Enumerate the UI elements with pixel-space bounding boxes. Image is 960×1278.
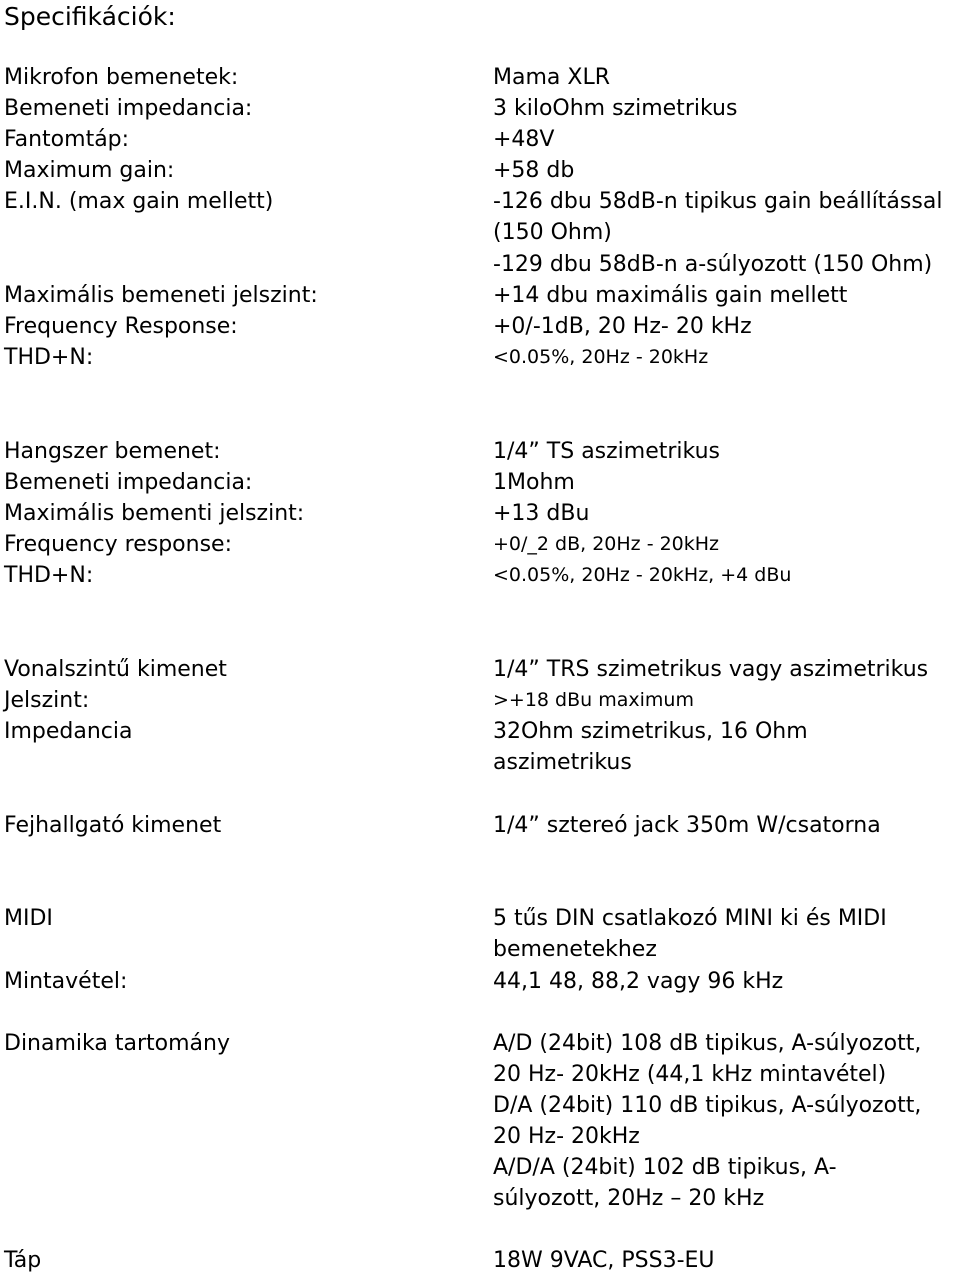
spec-value: <0.05%, 20Hz - 20kHz, +4 dBu (493, 564, 792, 586)
spec-value: +0/_2 dB, 20Hz - 20kHz (493, 533, 720, 555)
spec-value: 20 Hz- 20kHz (44,1 kHz mintavétel) (493, 1062, 887, 1087)
spec-label: Mikrofon bemenetek: (4, 65, 239, 90)
spec-value: +0/-1dB, 20 Hz- 20 kHz (493, 314, 752, 339)
spec-label: Impedancia (4, 719, 133, 744)
spec-value: +48V (493, 127, 555, 152)
spec-value: +13 dBu (493, 501, 590, 526)
spec-label: THD+N: (4, 563, 94, 588)
spec-label: Hangszer bemenet: (4, 439, 221, 464)
spec-label: Maximum gain: (4, 158, 175, 183)
spec-value: 18W 9VAC, PSS3-EU (493, 1248, 715, 1273)
spec-value: aszimetrikus (493, 750, 632, 775)
spec-value: -126 dbu 58dB-n tipikus gain beállítással (493, 189, 943, 214)
spec-value: 1/4” TS aszimetrikus (493, 439, 721, 464)
spec-value: -129 dbu 58dB-n a-súlyozott (150 Ohm) (493, 252, 933, 277)
spec-label: Mintavétel: (4, 969, 128, 994)
spec-label: THD+N: (4, 345, 94, 370)
spec-label: Bemeneti impedancia: (4, 96, 253, 121)
spec-value: +58 db (493, 158, 575, 183)
spec-label: E.I.N. (max gain mellett) (4, 189, 274, 214)
spec-value: A/D (24bit) 108 dB tipikus, A-súlyozott, (493, 1031, 922, 1056)
spec-value: (150 Ohm) (493, 220, 612, 245)
spec-value: A/D/A (24bit) 102 dB tipikus, A- (493, 1155, 837, 1180)
spec-label: Fejhallgató kimenet (4, 813, 222, 838)
spec-value: 1Mohm (493, 470, 575, 495)
spec-value: 32Ohm szimetrikus, 16 Ohm (493, 719, 808, 744)
spec-label: Frequency Response: (4, 314, 238, 339)
spec-label: MIDI (4, 906, 53, 931)
spec-value: 1/4” TRS szimetrikus vagy aszimetrikus (493, 657, 929, 682)
spec-value: bemenetekhez (493, 937, 657, 962)
spec-value: >+18 dBu maximum (493, 689, 694, 711)
spec-label: Vonalszintű kimenet (4, 657, 227, 682)
spec-label: Frequency response: (4, 532, 232, 557)
page-title: Specifikációk: (4, 2, 176, 31)
spec-value: <0.05%, 20Hz - 20kHz (493, 346, 709, 368)
spec-value: 44,1 48, 88,2 vagy 96 kHz (493, 969, 784, 994)
spec-value: 3 kiloOhm szimetrikus (493, 96, 738, 121)
spec-value: D/A (24bit) 110 dB tipikus, A-súlyozott, (493, 1093, 922, 1118)
spec-label: Fantomtáp: (4, 127, 130, 152)
spec-label: Dinamika tartomány (4, 1031, 230, 1056)
spec-value: Mama XLR (493, 65, 610, 90)
spec-label: Táp (4, 1248, 42, 1273)
spec-label: Jelszint: (4, 688, 90, 713)
spec-value: 20 Hz- 20kHz (493, 1124, 640, 1149)
spec-value: 1/4” sztereó jack 350m W/csatorna (493, 813, 881, 838)
spec-value: 5 tűs DIN csatlakozó MINI ki és MIDI (493, 906, 887, 931)
spec-label: Maximális bemeneti jelszint: (4, 283, 318, 308)
spec-value: +14 dbu maximális gain mellett (493, 283, 848, 308)
spec-value: súlyozott, 20Hz – 20 kHz (493, 1186, 765, 1211)
spec-label: Bemeneti impedancia: (4, 470, 253, 495)
spec-label: Maximális bementi jelszint: (4, 501, 305, 526)
